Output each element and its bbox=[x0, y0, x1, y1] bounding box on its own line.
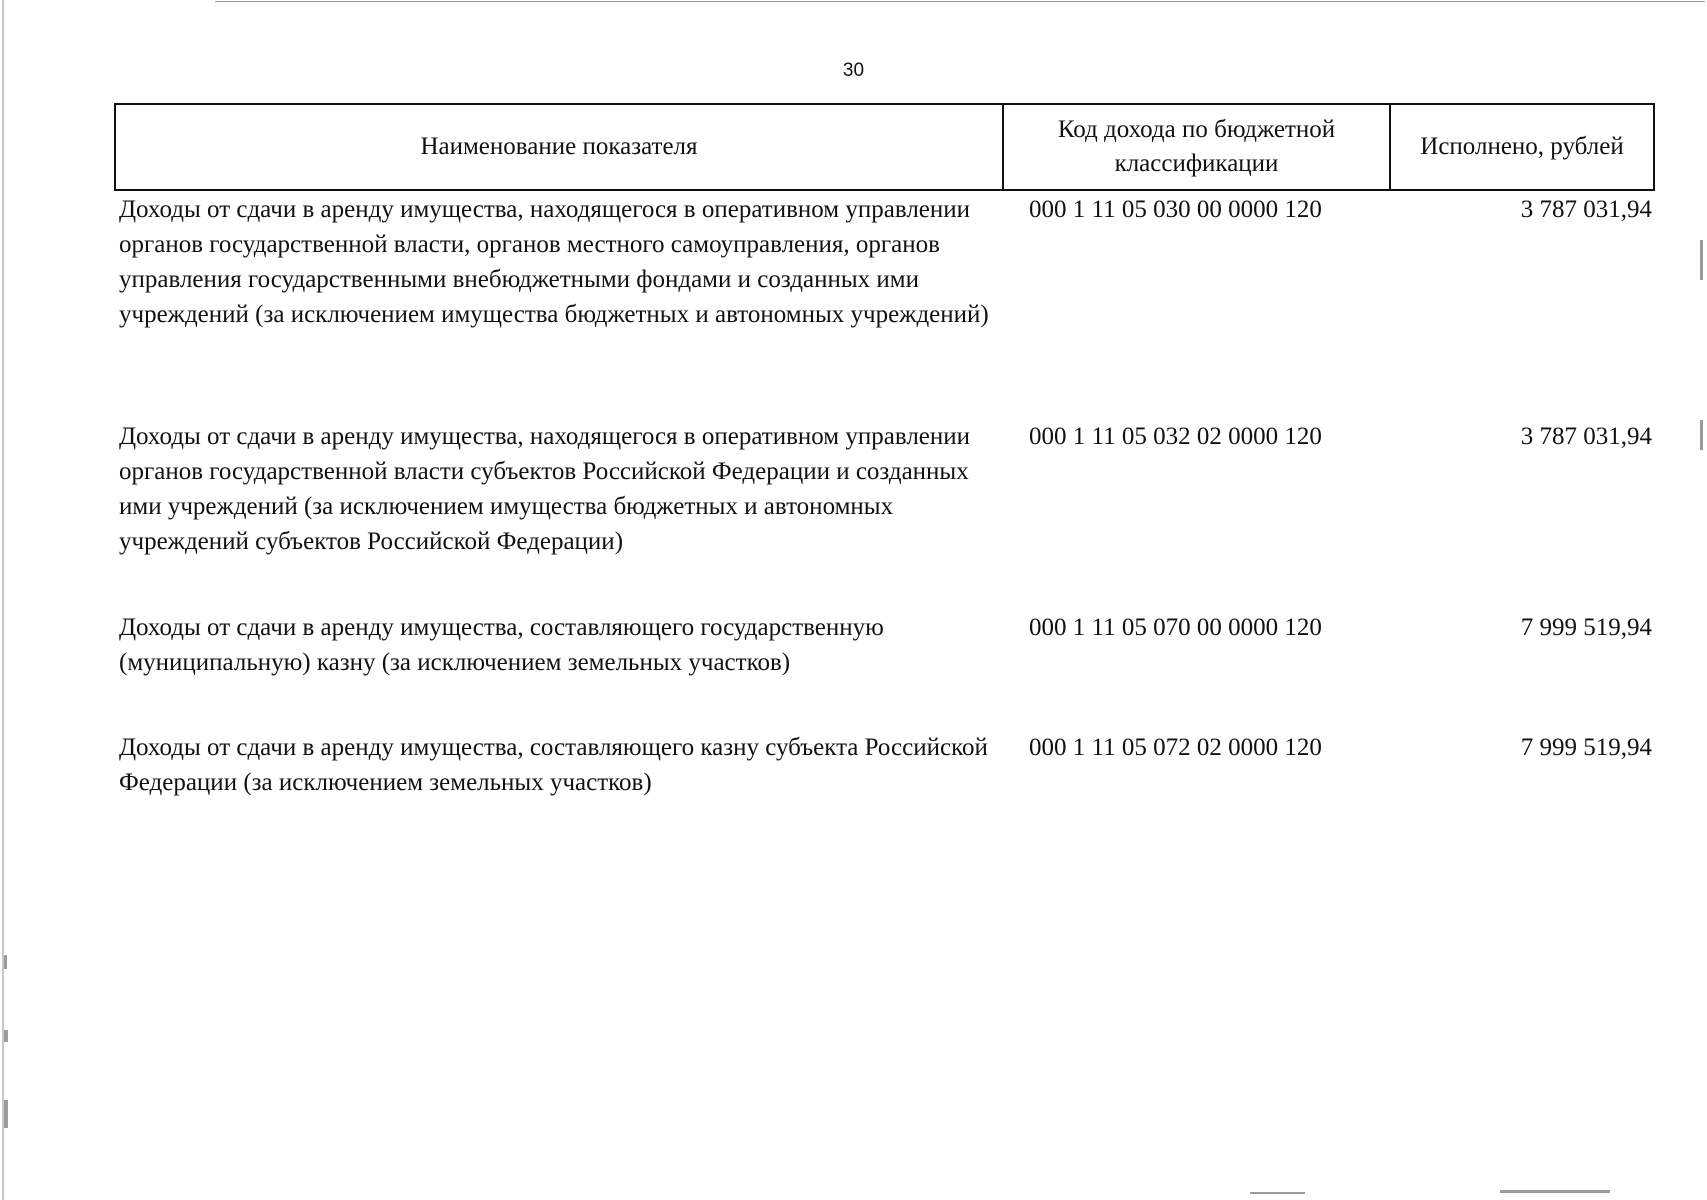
row-name: Доходы от сдачи в аренду имущества, составляющего государственную (муниципальную) казну (за исключением земельных участков) bbox=[119, 614, 884, 676]
scan-speck bbox=[4, 955, 7, 969]
scan-speck bbox=[1700, 240, 1703, 280]
row-amount: 3 787 031,94 bbox=[1520, 423, 1652, 450]
revenue-table bbox=[114, 103, 1655, 820]
table-row bbox=[115, 729, 1654, 820]
row-name: Доходы от сдачи в аренду имущества, находящегося в оперативном управлении органов государственной власти субъектов Российской Федерации и созданных ими учреждений (за исключением имущества бюджетных и автономных учреждений субъектов Российской Федерации) bbox=[119, 423, 971, 555]
table-header bbox=[115, 104, 1654, 190]
scan-speck bbox=[1250, 1192, 1305, 1194]
row-name: Доходы от сдачи в аренду имущества, составляющего казну субъекта Российской Федерации (за исключением земельных участков) bbox=[119, 734, 988, 796]
header-row bbox=[115, 104, 1654, 190]
scan-speck bbox=[4, 1100, 8, 1128]
row-code: 000 1 11 05 030 00 0000 120 bbox=[1029, 196, 1322, 223]
page-number: 30 bbox=[842, 60, 865, 81]
table-body bbox=[115, 190, 1654, 820]
row-amount: 7 999 519,94 bbox=[1520, 614, 1652, 641]
row-code: 000 1 11 05 072 02 0000 120 bbox=[1029, 734, 1322, 761]
row-code: 000 1 11 05 032 02 0000 120 bbox=[1029, 423, 1322, 450]
scan-speck bbox=[1700, 420, 1703, 450]
header-name: Наименование показателя bbox=[115, 104, 1003, 190]
header-code: Код дохода по бюджетной классификации bbox=[1003, 104, 1390, 190]
table-row bbox=[115, 418, 1654, 609]
scan-speck bbox=[1500, 1190, 1610, 1193]
scan-edge-top bbox=[215, 1, 1705, 2]
header-amount: Исполнено, рублей bbox=[1390, 104, 1654, 190]
scan-speck bbox=[4, 1030, 8, 1042]
table-row bbox=[115, 609, 1654, 729]
scan-edge-left bbox=[2, 0, 4, 1200]
row-name: Доходы от сдачи в аренду имущества, находящегося в оперативном управлении органов государственной власти, органов местного самоуправления, органов управления государственными внебюджетными фондами и созданных ими учреждений (за исключением имущества бюджетных и автономных учреждений) bbox=[119, 196, 989, 328]
row-code: 000 1 11 05 070 00 0000 120 bbox=[1029, 614, 1322, 641]
row-amount: 3 787 031,94 bbox=[1520, 196, 1652, 223]
table-row bbox=[115, 190, 1654, 418]
row-amount: 7 999 519,94 bbox=[1520, 734, 1652, 761]
